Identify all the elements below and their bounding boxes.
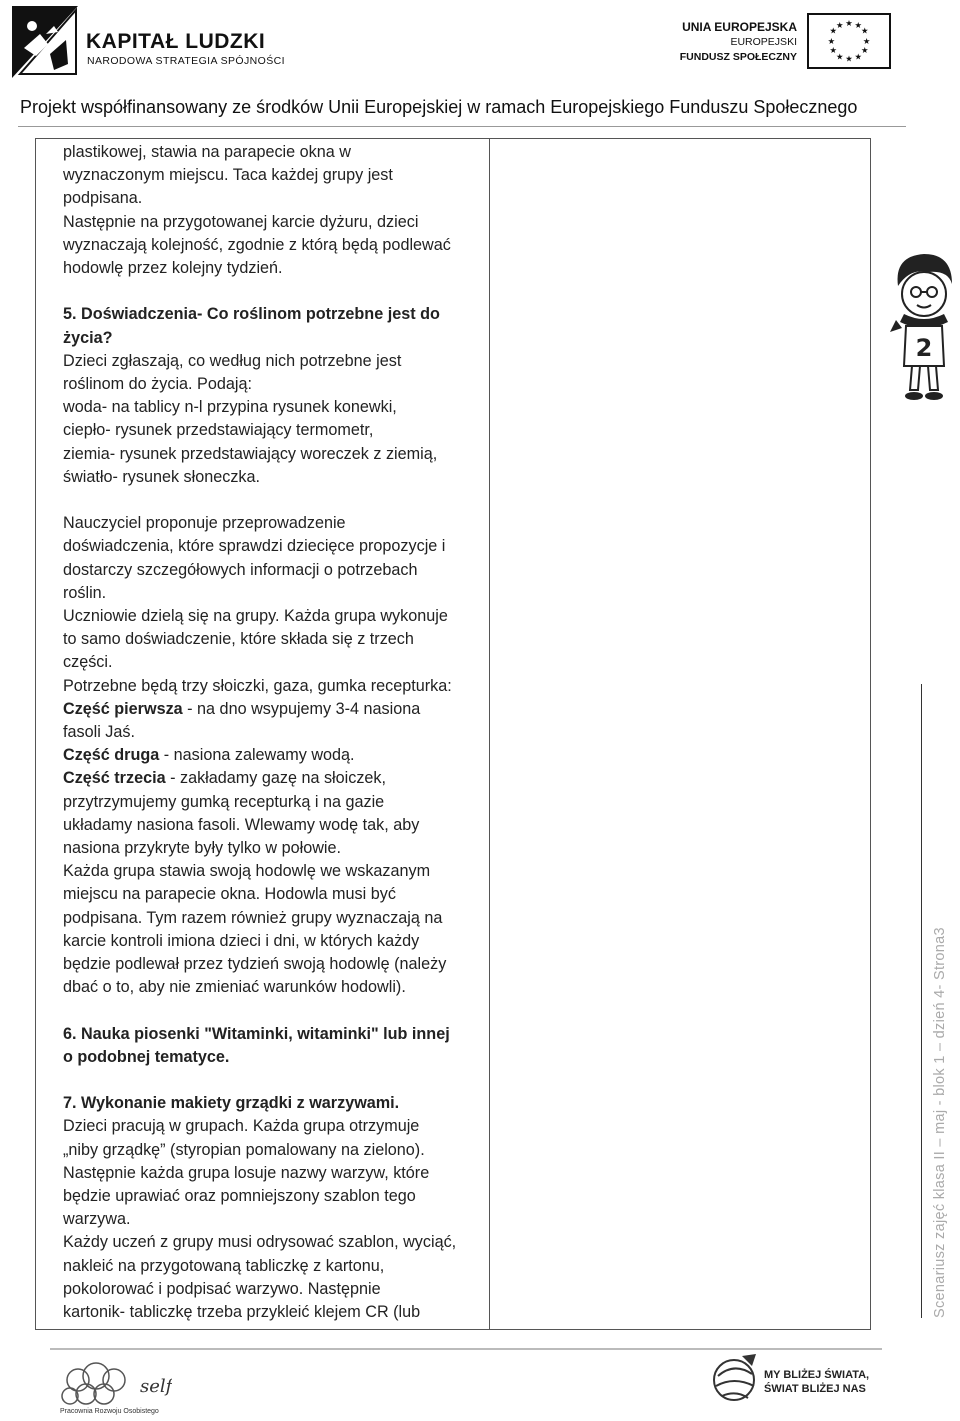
text-line: pokolorować i podpisać warzywo. Następnie [63,1279,381,1298]
scenario-table [35,138,871,1330]
text-line: Potrzebne będą trzy słoiczki, gaza, gumka recepturka: [63,676,452,695]
text-line: Każda grupa stawia swoją hodowlę we wskazanym [63,862,431,881]
my-blizej-swiata-text [764,1368,869,1396]
section-5-heading-cont: życia? [63,328,113,347]
part-one-text: - na dno wsypujemy 3-4 nasiona [182,699,421,718]
text-line: to samo doświadczenie, które składa się z trzech [63,630,414,649]
svg-text:★: ★ [854,51,863,62]
eu-flag-icon [807,13,891,69]
text-line: dostarczy szczegółowych informacji o potrzebach [63,560,418,579]
text-line: układamy nasiona fasoli. Wlewamy wodę tak, aby [63,815,420,834]
msw-line-1: MY BLIŻEJ ŚWIATA, [764,1369,870,1381]
svg-text:★: ★ [854,20,863,30]
text-line: podpisana. [63,189,143,208]
part-three-text: - zakładamy gazę na słoiczek, [165,769,387,788]
text-line: Każdy uczeń z grupy musi odrysować szablon, wyciąć, [63,1233,457,1252]
svg-text:★: ★ [862,35,871,46]
svg-text:★: ★ [829,45,837,56]
part-one-label: Część pierwsza [63,699,183,718]
text-line: Następnie na przygotowanej karcie dyżuru, dzieci [63,212,419,231]
kapital-ludzki-subtitle: NARODOWA STRATEGIA SPÓJNOŚCI [87,55,285,67]
self-caption: Pracownia Rozwoju Osobistego [60,1408,159,1415]
text-line: światło- rysunek słoneczka. [63,467,261,486]
self-brand-text: self [140,1376,172,1397]
text-line: przytrzymujemy gumką recepturką i na gazie [63,792,385,811]
part-three-label: Część trzecia [63,769,166,788]
text-line: karcie kontroli imiona dzieci i dni, w których każdy [63,931,420,950]
part-two-text: - nasiona zalewamy wodą. [159,746,355,765]
section-6-heading: 6. Nauka piosenki "Witaminki, witaminki" lub innej [63,1024,450,1043]
kapital-ludzki-logo-icon [10,4,80,80]
text-line: nakleić na przygotowaną tabliczkę z kartonu, [63,1256,385,1275]
text-line: plastikowej, stawia na parapecie okna w [63,143,351,161]
svg-text:★: ★ [835,20,844,30]
footer-divider [50,1348,882,1350]
text-line: roślin. [63,583,107,602]
text-line [63,767,493,790]
mascot-kid-icon [888,250,960,402]
text-line: Uczniowie dzielą się na grupy. Każda grupa wykonuje [63,607,448,626]
header-divider [18,126,906,127]
text-line: części. [63,653,113,672]
lesson-text-cell [63,141,493,1324]
svg-text:★: ★ [861,25,869,36]
text-line: wyznaczonym miejscu. Taca każdej grupy jest [63,166,393,185]
part-two-label: Część druga [63,746,160,765]
text-line: Nauczyciel proponuje przeprowadzenie [63,514,346,533]
eu-line-2: EUROPEJSKI [730,36,797,48]
svg-text:★: ★ [827,35,836,46]
svg-text:★: ★ [835,51,844,62]
svg-text:★: ★ [845,53,853,64]
text-line: woda- na tablicy n-l przypina rysunek konewki, [63,398,397,417]
text-line [63,698,493,721]
text-line: roślinom do życia. Podają: [63,375,252,394]
text-line: dbać o to, aby nie zmieniać warunków hodowli). [63,978,406,997]
text-line: miejscu na parapecie okna. Hodowla musi być [63,885,396,904]
scenario-page-label: Scenariusz zajęć klasa II – maj - blok 1 – dzień 4- Strona3 [932,927,948,1318]
text-line: „niby grządkę” (styropian pomalowany na zielono). [63,1140,425,1159]
text-line: Dzieci pracują w grupach. Każda grupa otrzymuje [63,1117,420,1136]
project-cofinancing-line: Projekt współfinansowany ze środków Unii Europejskiej w ramach Europejskiego Funduszu Społecznego [20,97,858,117]
mascot-badge-number: 2 [915,334,933,362]
text-line: doświadczenia, które sprawdzi dziecięce propozycje i [63,537,446,556]
text-line: będzie uprawiać oraz pomniejszony szablon tego [63,1187,416,1206]
text-line: ciepło- rysunek przedstawiający termometr, [63,421,374,440]
text-line: podpisana. Tym razem również grupy wyznaczają na [63,908,443,927]
msw-line-2: ŚWIAT BLIŻEJ NAS [764,1383,866,1395]
section-6-heading-cont: o podobnej tematyce. [63,1047,230,1066]
text-line: fasoli Jaś. [63,723,135,742]
svg-text:★: ★ [845,18,853,29]
section-7-heading: 7. Wykonanie makiety grządki z warzywami. [63,1094,400,1113]
text-line: kartonik- tabliczkę trzeba przykleić klejem CR (lub [63,1303,421,1322]
section-5-heading: 5. Doświadczenia- Co roślinom potrzebne jest do [63,305,440,324]
svg-text:★: ★ [829,25,837,36]
text-line: wyznaczają kolejność, zgodnie z którą będą podlewać [63,235,451,254]
text-line: warzywa. [63,1210,131,1229]
kapital-ludzki-title: KAPITAŁ LUDZKI [86,30,266,53]
side-vertical-rule [921,684,922,1318]
text-line [63,744,493,767]
eu-fund-label [680,20,797,65]
eu-line-3: FUNDUSZ SPOŁECZNY [679,51,797,63]
text-line: hodowlę przez kolejny tydzień. [63,259,283,278]
text-line: będzie podlewał przez tydzień swoją hodowlę (należy [63,955,447,974]
text-line: Następnie każda grupa losuje nazwy warzyw, które [63,1163,430,1182]
text-line: ziemia- rysunek przedstawiający woreczek z ziemią, [63,444,438,463]
eu-line-1: UNIA EUROPEJSKA [682,20,797,34]
svg-text:★: ★ [861,45,869,56]
text-line: Dzieci zgłaszają, co według nich potrzebne jest [63,351,402,370]
my-blizej-swiata-logo-icon [712,1352,760,1406]
text-line: nasiona przykryte były tylko w połowie. [63,839,342,858]
